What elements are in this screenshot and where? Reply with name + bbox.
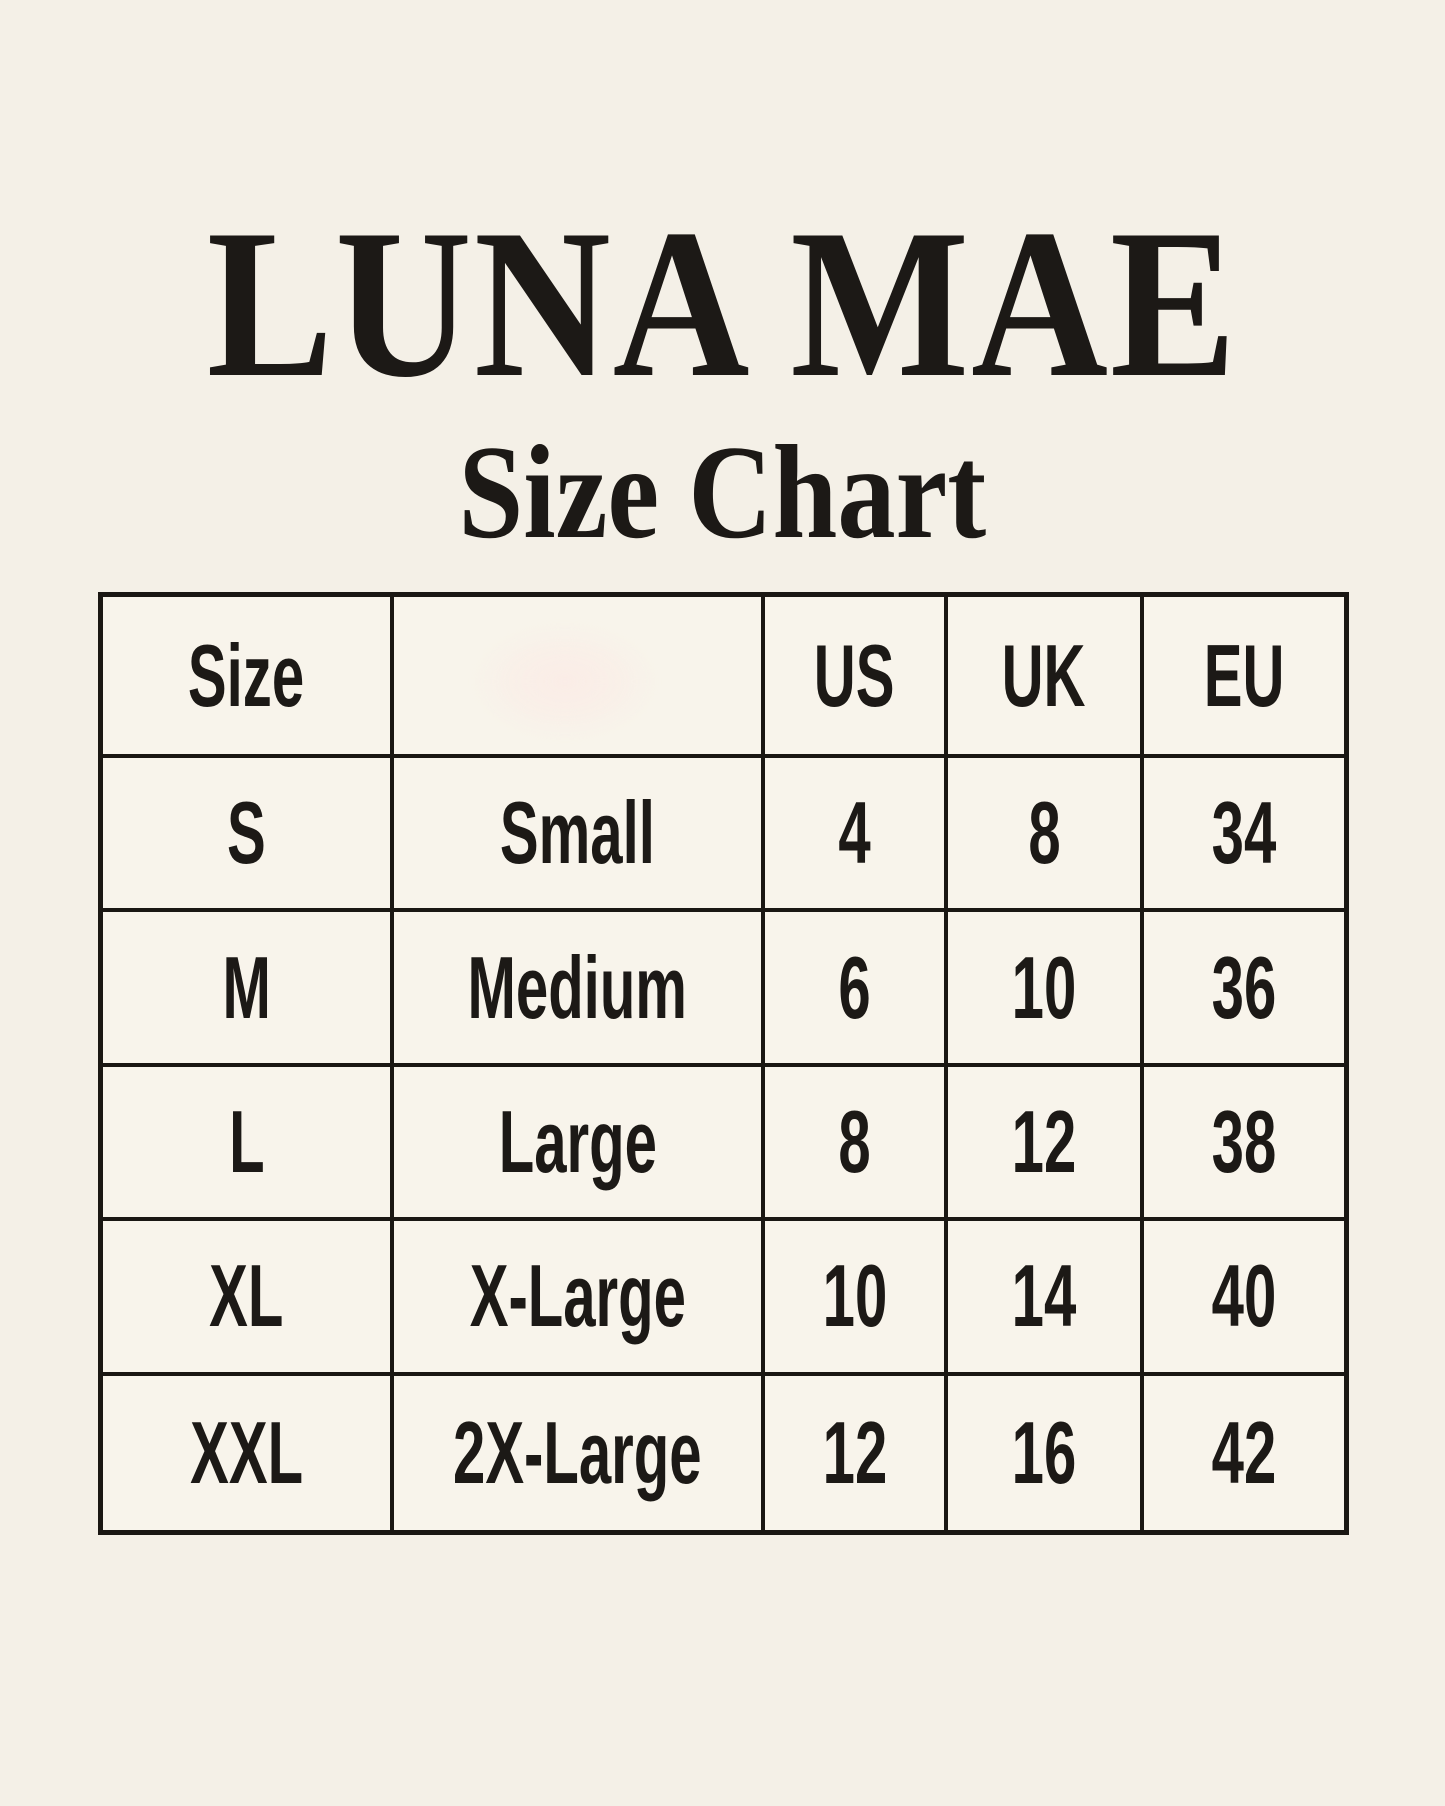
header-cell-blank (394, 597, 765, 758)
value-size-name: 2X-Large (453, 1402, 702, 1502)
value-size-code: L (228, 1091, 265, 1191)
value-eu: 34 (1211, 783, 1277, 883)
cell-size-code (103, 1376, 394, 1530)
cell-uk-value (948, 1067, 1144, 1221)
cell-size-code (103, 758, 394, 912)
header-cell-us (765, 597, 948, 758)
cell-uk-value (948, 912, 1144, 1066)
page-subtitle (0, 418, 1445, 566)
value-us: 8 (838, 1091, 871, 1191)
cell-eu-value (1144, 758, 1344, 912)
cell-uk-value (948, 1376, 1144, 1530)
smudge-artifact (480, 629, 650, 734)
value-size-name: Medium (467, 937, 688, 1037)
value-us: 6 (838, 937, 871, 1037)
value-size-name: Small (500, 783, 655, 883)
cell-eu-value (1144, 912, 1344, 1066)
value-eu: 42 (1211, 1402, 1277, 1502)
brand-title-text: LUNA MAE (206, 186, 1239, 422)
value-uk: 14 (1011, 1246, 1077, 1346)
cell-size-code (103, 1067, 394, 1221)
cell-uk-value (948, 758, 1144, 912)
cell-size-name (394, 1221, 765, 1375)
cell-us-value (765, 1067, 948, 1221)
cell-size-name (394, 758, 765, 912)
header-label-us: US (814, 625, 895, 725)
value-us: 4 (838, 783, 871, 883)
cell-eu-value (1144, 1376, 1344, 1530)
value-uk: 10 (1011, 937, 1077, 1037)
value-uk: 8 (1027, 783, 1061, 883)
value-size-code: M (222, 937, 271, 1037)
cell-size-name (394, 1067, 765, 1221)
cell-us-value (765, 758, 948, 912)
value-size-code: XL (209, 1246, 284, 1346)
value-size-code: XXL (190, 1402, 303, 1502)
value-size-code: S (227, 783, 266, 883)
cell-size-name (394, 912, 765, 1066)
cell-us-value (765, 1221, 948, 1375)
header-cell-size (103, 597, 394, 758)
header-label-eu: EU (1203, 625, 1285, 725)
header-cell-uk (948, 597, 1144, 758)
cell-size-code (103, 912, 394, 1066)
value-uk: 16 (1011, 1402, 1077, 1502)
value-uk: 12 (1011, 1091, 1077, 1191)
header-label-size: Size (188, 625, 305, 725)
cell-us-value (765, 1376, 948, 1530)
value-eu: 40 (1211, 1246, 1277, 1346)
header-label-uk: UK (1002, 625, 1086, 725)
value-eu: 36 (1211, 937, 1277, 1037)
brand-title (0, 186, 1445, 422)
cell-uk-value (948, 1221, 1144, 1375)
size-table (98, 592, 1349, 1535)
page-subtitle-text: Size Chart (458, 418, 987, 566)
value-size-name: X-Large (469, 1246, 686, 1346)
value-us: 12 (822, 1402, 887, 1502)
header-cell-eu (1144, 597, 1344, 758)
value-size-name: Large (498, 1091, 657, 1191)
cell-eu-value (1144, 1067, 1344, 1221)
cell-size-code (103, 1221, 394, 1375)
value-us: 10 (822, 1246, 887, 1346)
value-eu: 38 (1211, 1091, 1277, 1191)
cell-eu-value (1144, 1221, 1344, 1375)
cell-us-value (765, 912, 948, 1066)
cell-size-name (394, 1376, 765, 1530)
